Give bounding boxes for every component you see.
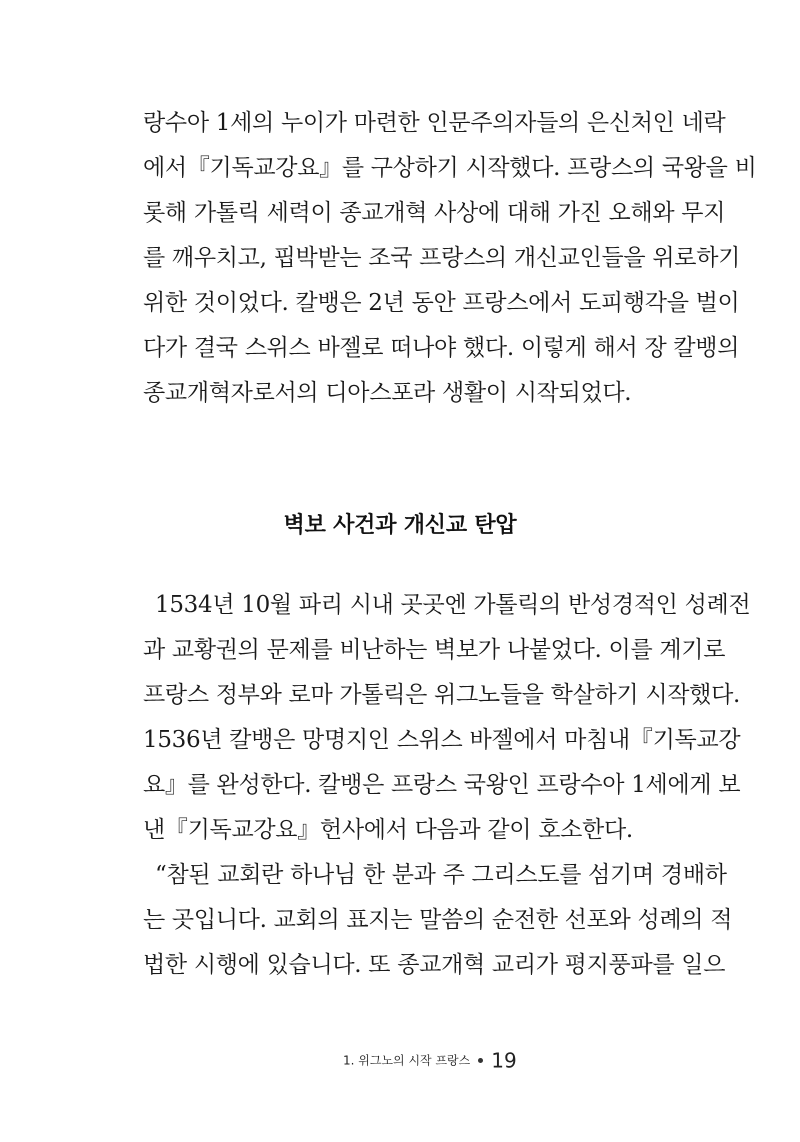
quote-line: 법한 시행에 있습니다. 또 종교개혁 교리가 평지풍파를 일으	[143, 952, 726, 978]
paragraph-1	[143, 101, 757, 416]
bullet-dot-icon	[478, 1058, 483, 1063]
text-line: 1536년 칼뱅은 망명지인 스위스 바젤에서 마침내『기독교강	[143, 727, 741, 753]
page-number: 19	[491, 1048, 517, 1073]
text-line: 를 깨우치고, 핍박받는 조국 프랑스의 개신교인들을 위로하기	[143, 245, 741, 271]
text-line: 1534년 10월 파리 시내 곳곳엔 가톨릭의 반성경적인 성례전	[155, 592, 751, 618]
text-line: 종교개혁자로서의 디아스포라 생활이 시작되었다.	[143, 380, 632, 406]
text-line: 프랑스 정부와 로마 가톨릭은 위그노들을 학살하기 시작했다.	[143, 682, 741, 708]
text-line: 요』를 완성한다. 칼뱅은 프랑스 국왕인 프랑수아 1세에게 보	[143, 772, 741, 798]
quote-line: “참된 교회란 하나님 한 분과 주 그리스도를 섬기며 경배하	[155, 862, 727, 888]
text-line: 다가 결국 스위스 바젤로 떠나야 했다. 이렇게 해서 장 칼뱅의	[143, 335, 740, 361]
paragraph-2	[143, 583, 751, 988]
text-line: 과 교황권의 문제를 비난하는 벽보가 나붙었다. 이를 계기로	[143, 637, 726, 663]
text-line: 랑수아 1세의 누이가 마련한 인문주의자들의 은신처인 네락	[143, 110, 726, 136]
running-chapter-title: 1. 위그노의 시작 프랑스	[343, 1053, 471, 1068]
section-heading: 벽보 사건과 개신교 탄압	[283, 513, 517, 538]
text-line: 에서『기독교강요』를 구상하기 시작했다. 프랑스의 국왕을 비	[143, 155, 757, 181]
quote-line: 는 곳입니다. 교회의 표지는 말씀의 순전한 선포와 성례의 적	[143, 907, 733, 933]
text-line: 롯해 가톨릭 세력이 종교개혁 사상에 대해 가진 오해와 무지	[143, 200, 726, 226]
text-line: 위한 것이었다. 칼뱅은 2년 동안 프랑스에서 도피행각을 벌이	[143, 290, 740, 316]
page-footer	[343, 1046, 517, 1074]
text-line: 낸『기독교강요』헌사에서 다음과 같이 호소한다.	[143, 817, 633, 843]
